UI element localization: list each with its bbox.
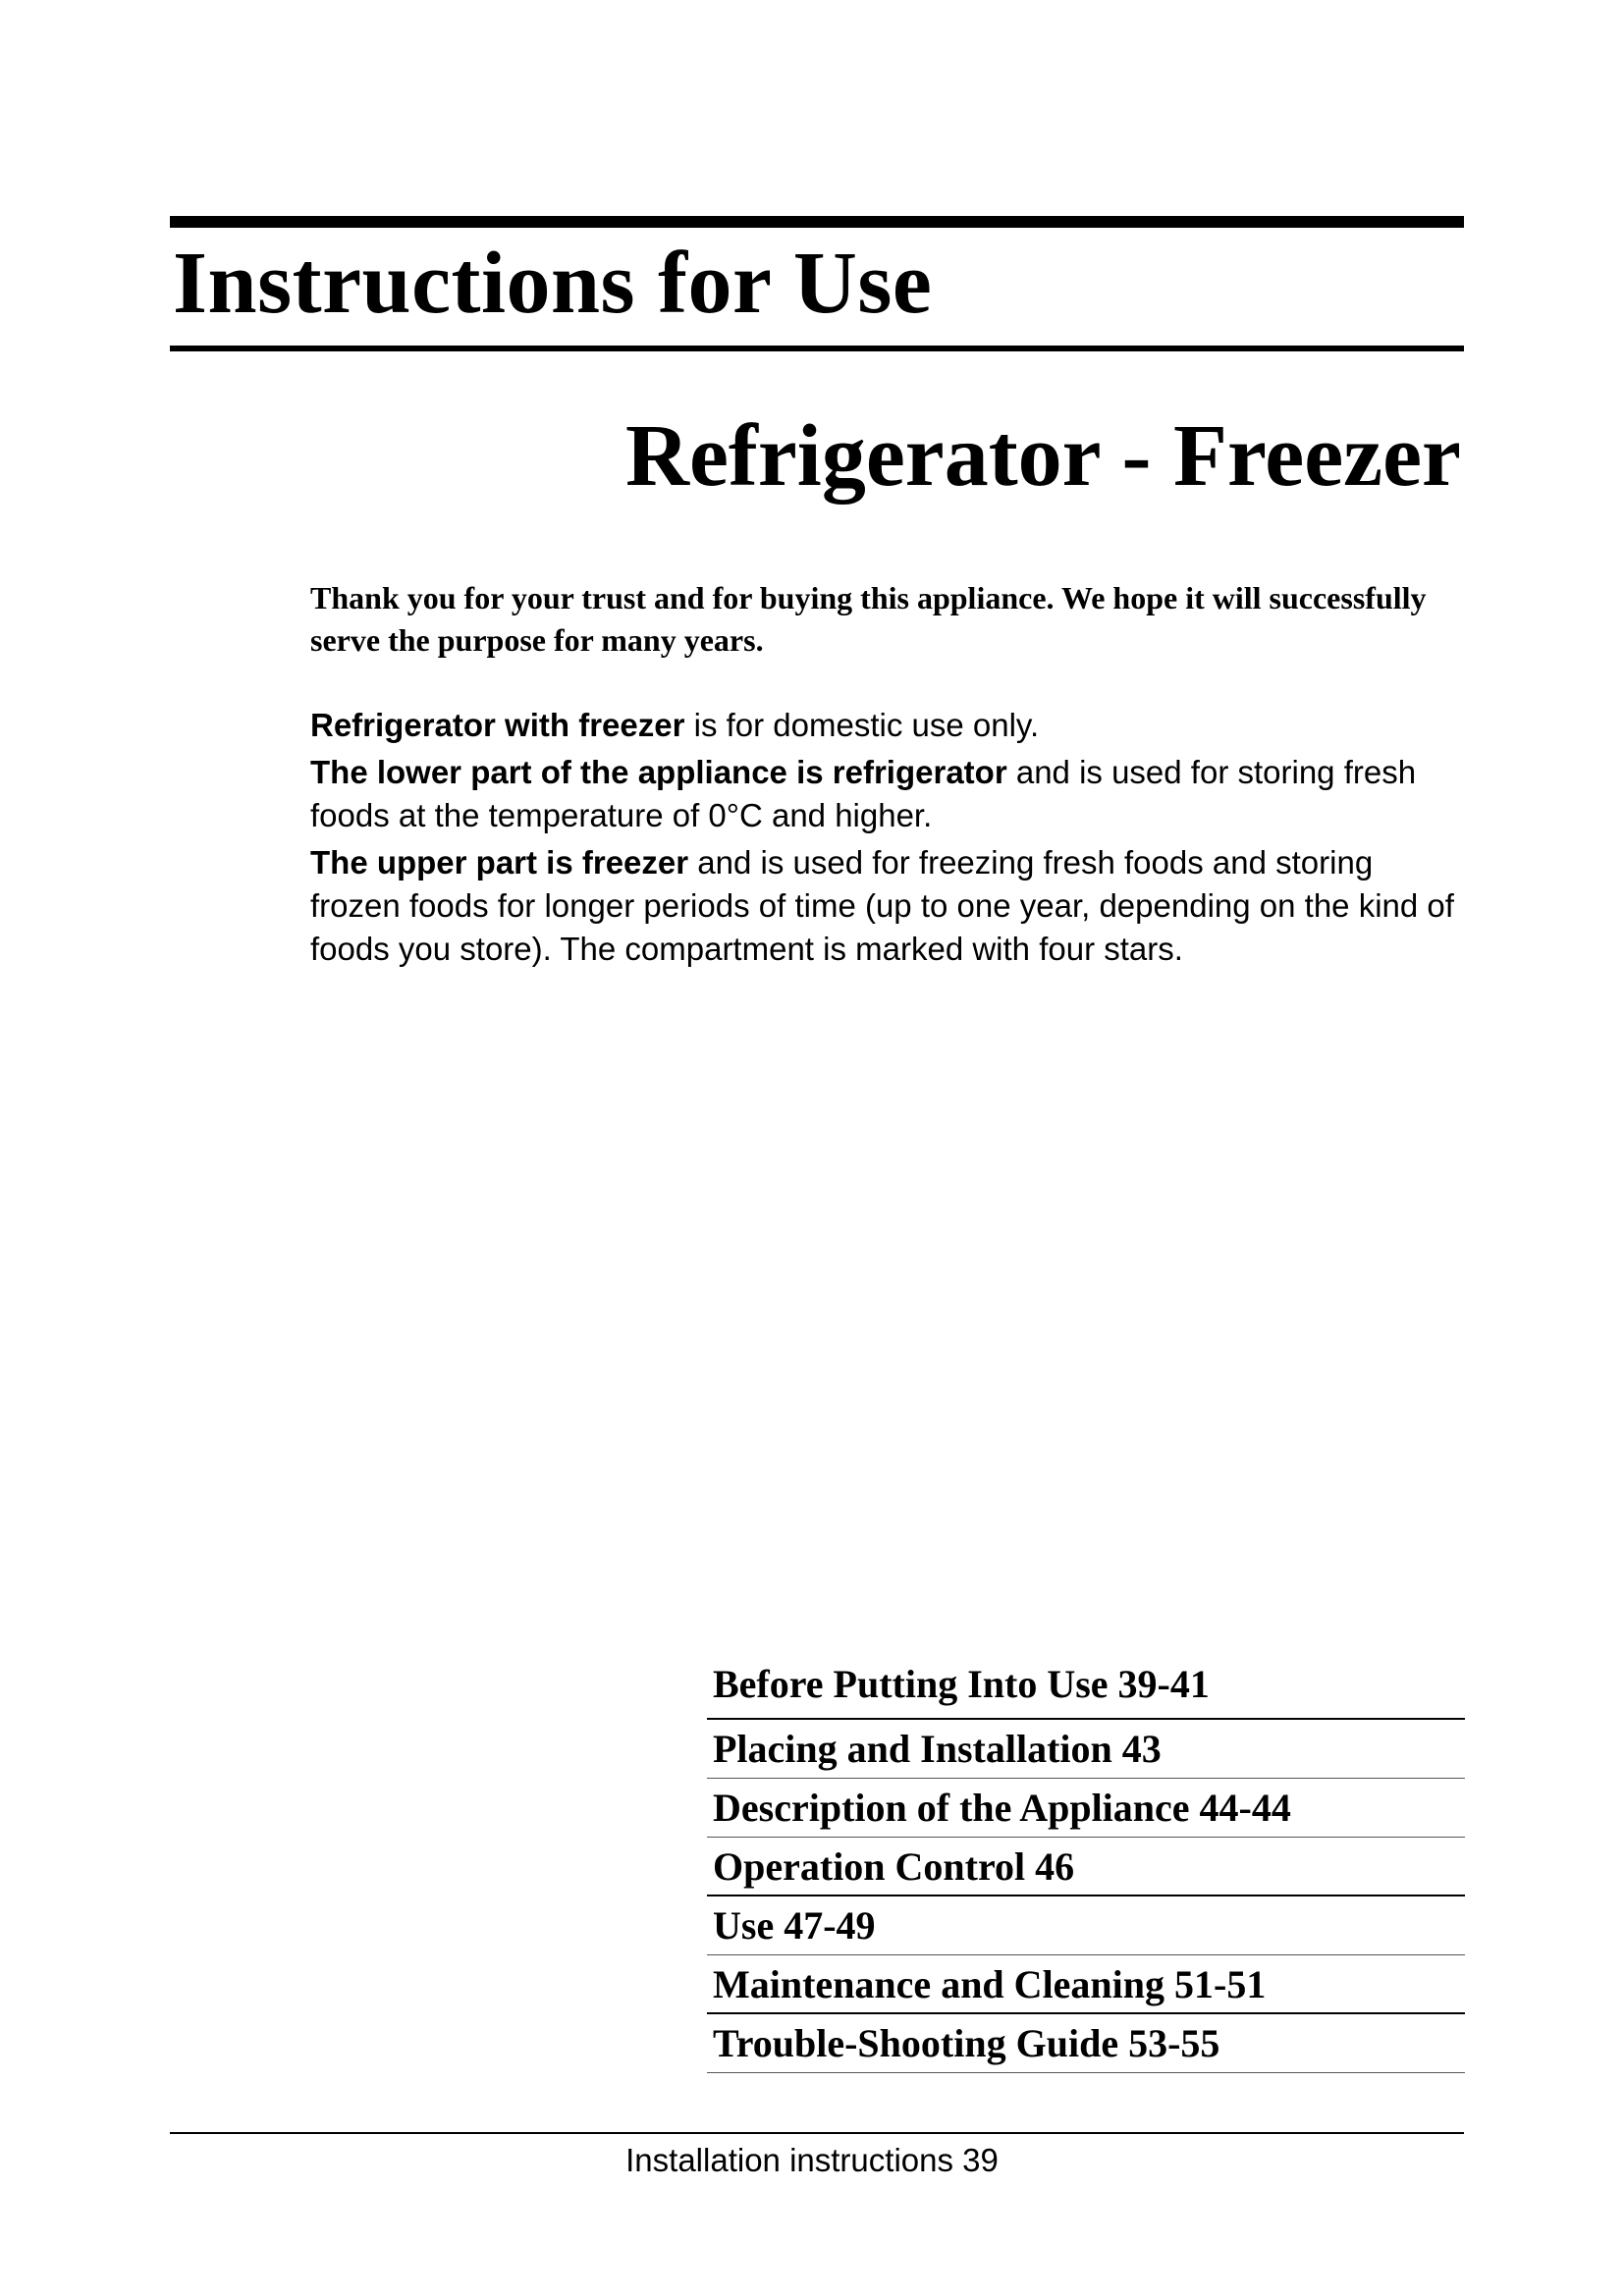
footer-page-label: Installation instructions 39 bbox=[625, 2142, 999, 2178]
intro-p2-bold: The lower part of the appliance is refrigerator bbox=[310, 754, 1007, 790]
intro-section bbox=[310, 704, 1469, 975]
page-subtitle: Refrigerator - Freezer bbox=[624, 407, 1461, 505]
intro-p1-text: is for domestic use only. bbox=[684, 707, 1040, 743]
table-of-contents bbox=[707, 1662, 1465, 2073]
intro-p1-bold: Refrigerator with freezer bbox=[310, 707, 685, 743]
toc-item-use[interactable]: Use 47-49 bbox=[707, 1896, 1465, 1955]
intro-p3-bold: The upper part is freezer bbox=[310, 844, 689, 881]
toc-item-description[interactable]: Description of the Appliance 44-44 bbox=[707, 1779, 1465, 1838]
intro-paragraph-3 bbox=[310, 841, 1469, 971]
toc-item-placing[interactable]: Placing and Installation 43 bbox=[707, 1720, 1465, 1779]
page-title: Instructions for Use bbox=[173, 235, 933, 332]
top-rule-thick bbox=[170, 216, 1464, 228]
footer-rule bbox=[170, 2132, 1464, 2134]
title-underline bbox=[170, 346, 1464, 351]
intro-p2-text: and is used for storing fresh foods at the temperature of 0°C and higher. bbox=[310, 754, 1417, 833]
intro-paragraph-1 bbox=[310, 704, 1469, 747]
intro-p3-text: and is used for freezing fresh foods and storing frozen foods for longer periods of time (up to one year, depending on the kind of foods you store). The compartment is marked with four stars. bbox=[310, 844, 1454, 967]
toc-item-before-use[interactable]: Before Putting Into Use 39-41 bbox=[707, 1665, 1465, 1720]
toc-item-maintenance[interactable]: Maintenance and Cleaning 51-51 bbox=[707, 1955, 1465, 2014]
toc-item-operation-control[interactable]: Operation Control 46 bbox=[707, 1838, 1465, 1896]
intro-paragraph-2 bbox=[310, 751, 1469, 837]
thank-you-text: Thank you for your trust and for buying this appliance. We hope it will successfully serve the purpose for many years. bbox=[310, 580, 1427, 658]
toc-item-troubleshooting[interactable]: Trouble-Shooting Guide 53-55 bbox=[707, 2014, 1465, 2073]
